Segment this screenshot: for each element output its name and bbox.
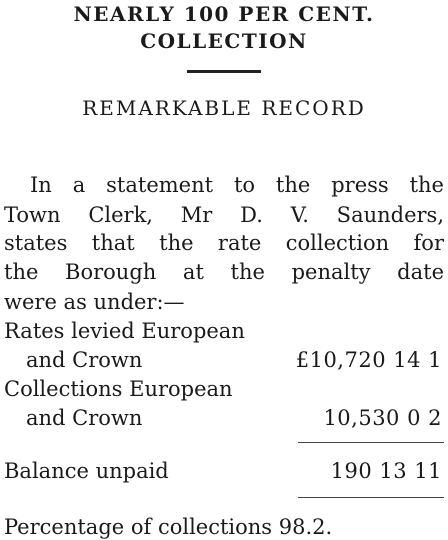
sum-rule-bottom	[298, 497, 444, 498]
rates-levied-amount: £10,720 14 1	[295, 348, 442, 372]
balance-label: Balance unpaid	[4, 459, 169, 483]
heading-divider	[187, 70, 261, 73]
paragraph-line-3: states that the rate collection for	[4, 231, 444, 255]
rates-levied-label-cont: and Crown	[26, 348, 143, 372]
percentage-line: Percentage of collections 98.2.	[4, 515, 333, 539]
headline-line-1: NEARLY 100 PER CENT.	[73, 2, 375, 26]
headline-line-2: COLLECTION	[140, 29, 308, 53]
collections-label-cont: and Crown	[26, 406, 143, 430]
rates-levied-label: Rates levied European	[4, 319, 245, 343]
paragraph-line-2: Town Clerk, Mr D. V. Saunders,	[4, 203, 444, 227]
collections-label: Collections European	[4, 377, 233, 401]
paragraph-line-4: the Borough at the penalty date	[4, 260, 444, 284]
paragraph-line-5: were as under:—	[4, 290, 185, 314]
balance-amount: 190 13 11	[330, 459, 442, 483]
subheading: REMARKABLE RECORD	[82, 96, 366, 120]
collections-amount: 10,530 0 2	[323, 406, 442, 430]
paragraph-line-1: In a statement to the press the	[30, 173, 444, 197]
sum-rule-top	[298, 442, 444, 443]
